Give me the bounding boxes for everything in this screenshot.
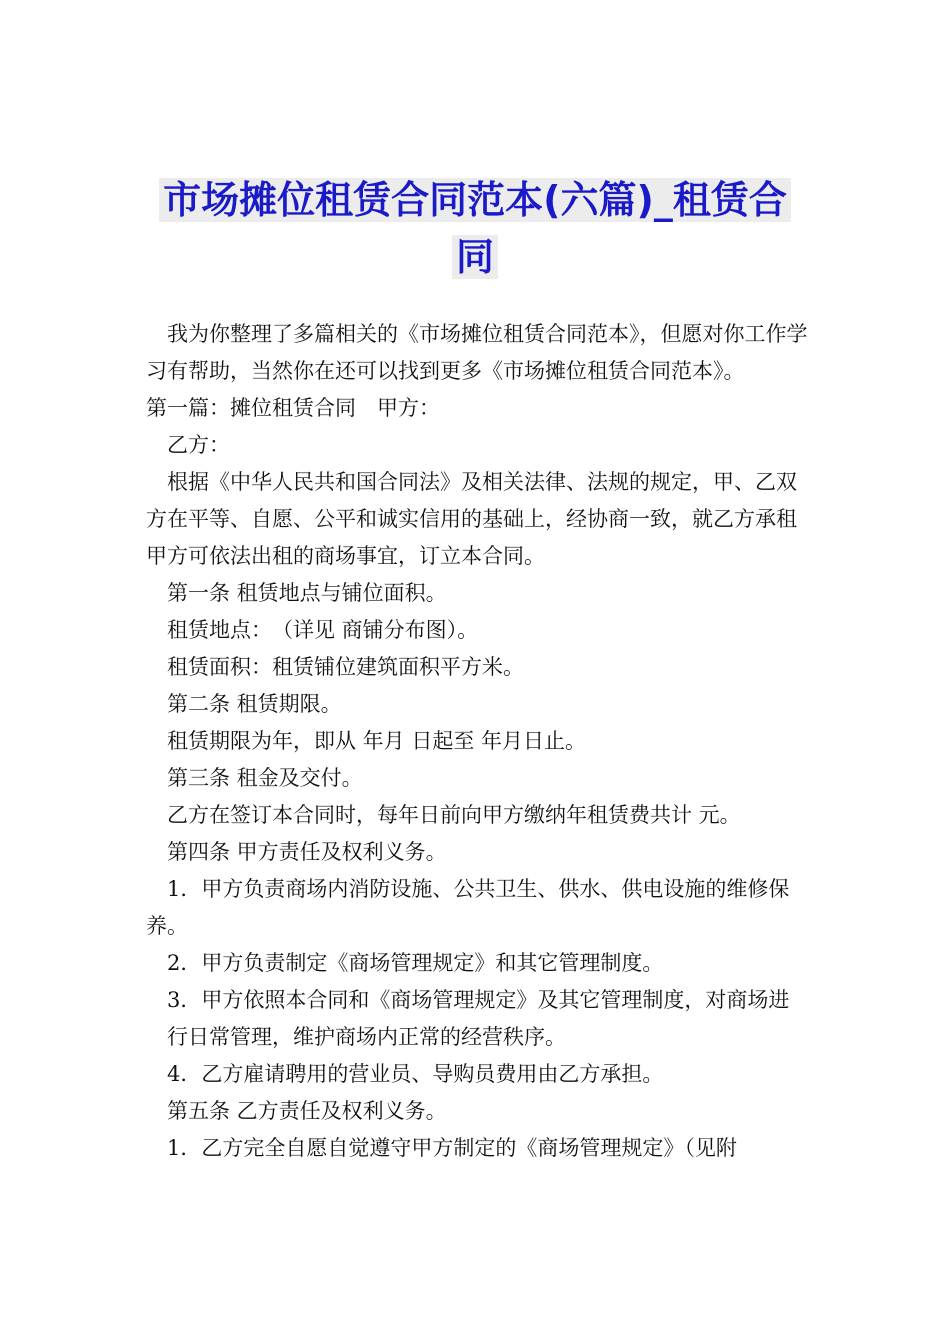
title-line-1: 市场摊位租赁合同范本(六篇)_租赁合 — [159, 178, 791, 222]
clause-line: 租赁期限为年，即从 年月 日起至 年月日止。 — [167, 729, 587, 753]
intro-paragraph: 我为你整理了多篇相关的《市场摊位租赁合同范本》，但愿对你工作学习有帮助，当然你在还可以找到更多《市场摊位租赁合同范本》。 — [146, 322, 808, 383]
article-heading: 第一条 租赁地点与铺位面积。 — [167, 581, 447, 605]
preamble-paragraph: 根据《中华人民共和国合同法》及相关法律、法规的规定，甲、乙双方在平等、自愿、公平和诚实信用的基础上，经协商一致，就乙方承租甲方可依法出租的商场事宜，订立本合同。 — [146, 470, 797, 568]
clause-line: 租赁面积：租赁铺位建筑面积平方米。 — [167, 655, 524, 679]
list-item: 1．乙方完全自愿自觉遵守甲方制定的《商场管理规定》（见附 — [167, 1136, 737, 1160]
party-b-line: 乙方： — [167, 433, 230, 457]
document-body — [146, 316, 810, 1167]
clause-line: 乙方在签订本合同时，每年日前向甲方缴纳年租赁费共计 元。 — [167, 803, 741, 827]
title-line-2: 同 — [452, 235, 498, 279]
article-heading: 第五条 乙方责任及权利义务。 — [167, 1099, 447, 1123]
article-heading: 第三条 租金及交付。 — [167, 766, 363, 790]
list-item: 2．甲方负责制定《商场管理规定》和其它管理制度。 — [167, 951, 664, 975]
clause-line: 租赁地点： （详见 商铺分布图）。 — [167, 618, 479, 642]
document-title — [0, 172, 950, 286]
article-heading: 第四条 甲方责任及权利义务。 — [167, 840, 447, 864]
list-item: 3．甲方依照本合同和《商场管理规定》及其它管理制度，对商场进行日常管理，维护商场内正常的经营秩序。 — [167, 988, 790, 1049]
section-heading: 第一篇：摊位租赁合同 甲方： — [146, 396, 440, 420]
list-item: 1．甲方负责商场内消防设施、公共卫生、供水、供电设施的维修保养。 — [146, 877, 790, 938]
list-item: 4．乙方雇请聘用的营业员、导购员费用由乙方承担。 — [167, 1062, 664, 1086]
article-heading: 第二条 租赁期限。 — [167, 692, 342, 716]
